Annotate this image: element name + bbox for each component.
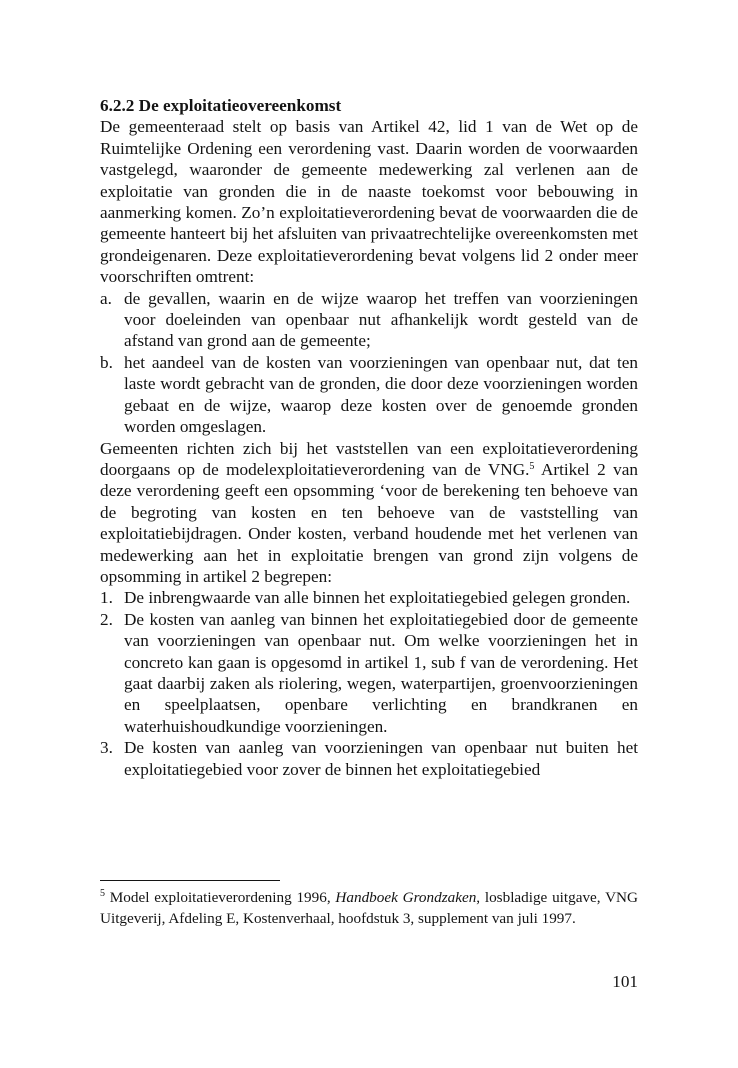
list-item — [100, 352, 638, 438]
list-item — [100, 587, 638, 608]
list-item-text: de gevallen, waarin en de wijze waarop het treffen van voorzieningen voor doeleinden van openbaar nut afhankelijk wordt gesteld van de afstand van grond aan de gemeente; — [124, 288, 638, 351]
footnote-text-end: , losbladige uitgave, VNG Uitgeverij, Afdeling E, Kostenverhaal, hoofdstuk 3, supplement van juli 1997. — [100, 889, 638, 927]
page-body — [100, 95, 638, 780]
list-item-text: het aandeel van de kosten van voorzieningen van openbaar nut, dat ten laste wordt gebracht van de gronden, die door deze voorzieningen worden gebaat en de wijze, waarop deze kosten over de genoemde gronden worden omgeslagen. — [124, 352, 638, 437]
list-item-text: De kosten van aanleg van binnen het exploitatiegebied door de gemeente van voorzieningen van openbaar nut. Om welke voorzieningen het in concreto kan gaan is opgesomd in artikel 1, sub f van de verordening. Het gaat daarbij zaken als riolering, wegen, waterpartijen, groenvoorzieningen en speelplaatsen, openbare verlichting en brandkranen en waterhuishoudkundige voorzieningen. — [124, 609, 638, 736]
section-heading: 6.2.2 De exploitatieovereenkomst — [100, 96, 342, 115]
footnote — [100, 888, 638, 929]
list-item-text: De kosten van aanleg van voorzieningen van openbaar nut buiten het exploitatiegebied voor zover de binnen het exploitatiegebied — [124, 738, 638, 779]
list-marker: 3. — [100, 738, 113, 758]
list-marker: 1. — [100, 588, 113, 608]
numbered-list — [100, 587, 638, 780]
list-item-text: De inbrengwaarde van alle binnen het exploitatiegebied gelegen gronden. — [124, 588, 631, 608]
paragraph-vng — [100, 438, 638, 588]
paragraph-intro: De gemeenteraad stelt op basis van Artikel 42, lid 1 van de Wet op de Ruimtelijke Ordening een verordening vast. Daarin worden de voorwaarden vastgelegd, waaronder de gemeente medewerking zal verlenen aan de exploitatie van gronden die in de naaste toekomst voor bebouwing in aanmerking komen. Zo’n exploitatieverordening bevat de voorwaarden die de gemeente hanteert bij het afsluiten van privaatrechtelijke overeenkomsten met grondeigenaren. Deze exploitatieverordening bevat volgens lid 2 onder meer voorschriften omtrent: — [100, 117, 638, 287]
list-marker: a. — [100, 288, 112, 308]
paragraph-vng-text: Gemeenten richten zich bij het vaststellen van een exploitatieverordening doorgaans op de modelexploitatieverordening van de VNG. — [100, 438, 638, 479]
footnote-text: Model exploitatieverordening 1996, — [105, 889, 336, 906]
paragraph-vng-continuation: Artikel 2 van deze verordening geeft een opsomming ‘voor de berekening ten behoeve van de begroting van kosten en ten behoeve van de vaststelling van exploitatiebijdragen. Onder kosten, verband houdende met het verlenen van medewerking aan het in exploitatie brengen van grond zijn volgens de opsomming in artikel 2 begrepen: — [100, 459, 638, 586]
letter-list — [100, 288, 638, 438]
list-item — [100, 288, 638, 352]
footnote-separator — [100, 880, 280, 881]
page-number: 101 — [612, 972, 638, 991]
footnote-number: 5 — [100, 888, 105, 899]
footnote-reference[interactable]: 5 — [529, 460, 535, 472]
list-item — [100, 609, 638, 737]
footnote-book-title: Handboek Grondzaken — [335, 889, 477, 906]
list-marker: b. — [100, 352, 113, 372]
list-marker: 2. — [100, 609, 113, 629]
list-item — [100, 737, 638, 780]
